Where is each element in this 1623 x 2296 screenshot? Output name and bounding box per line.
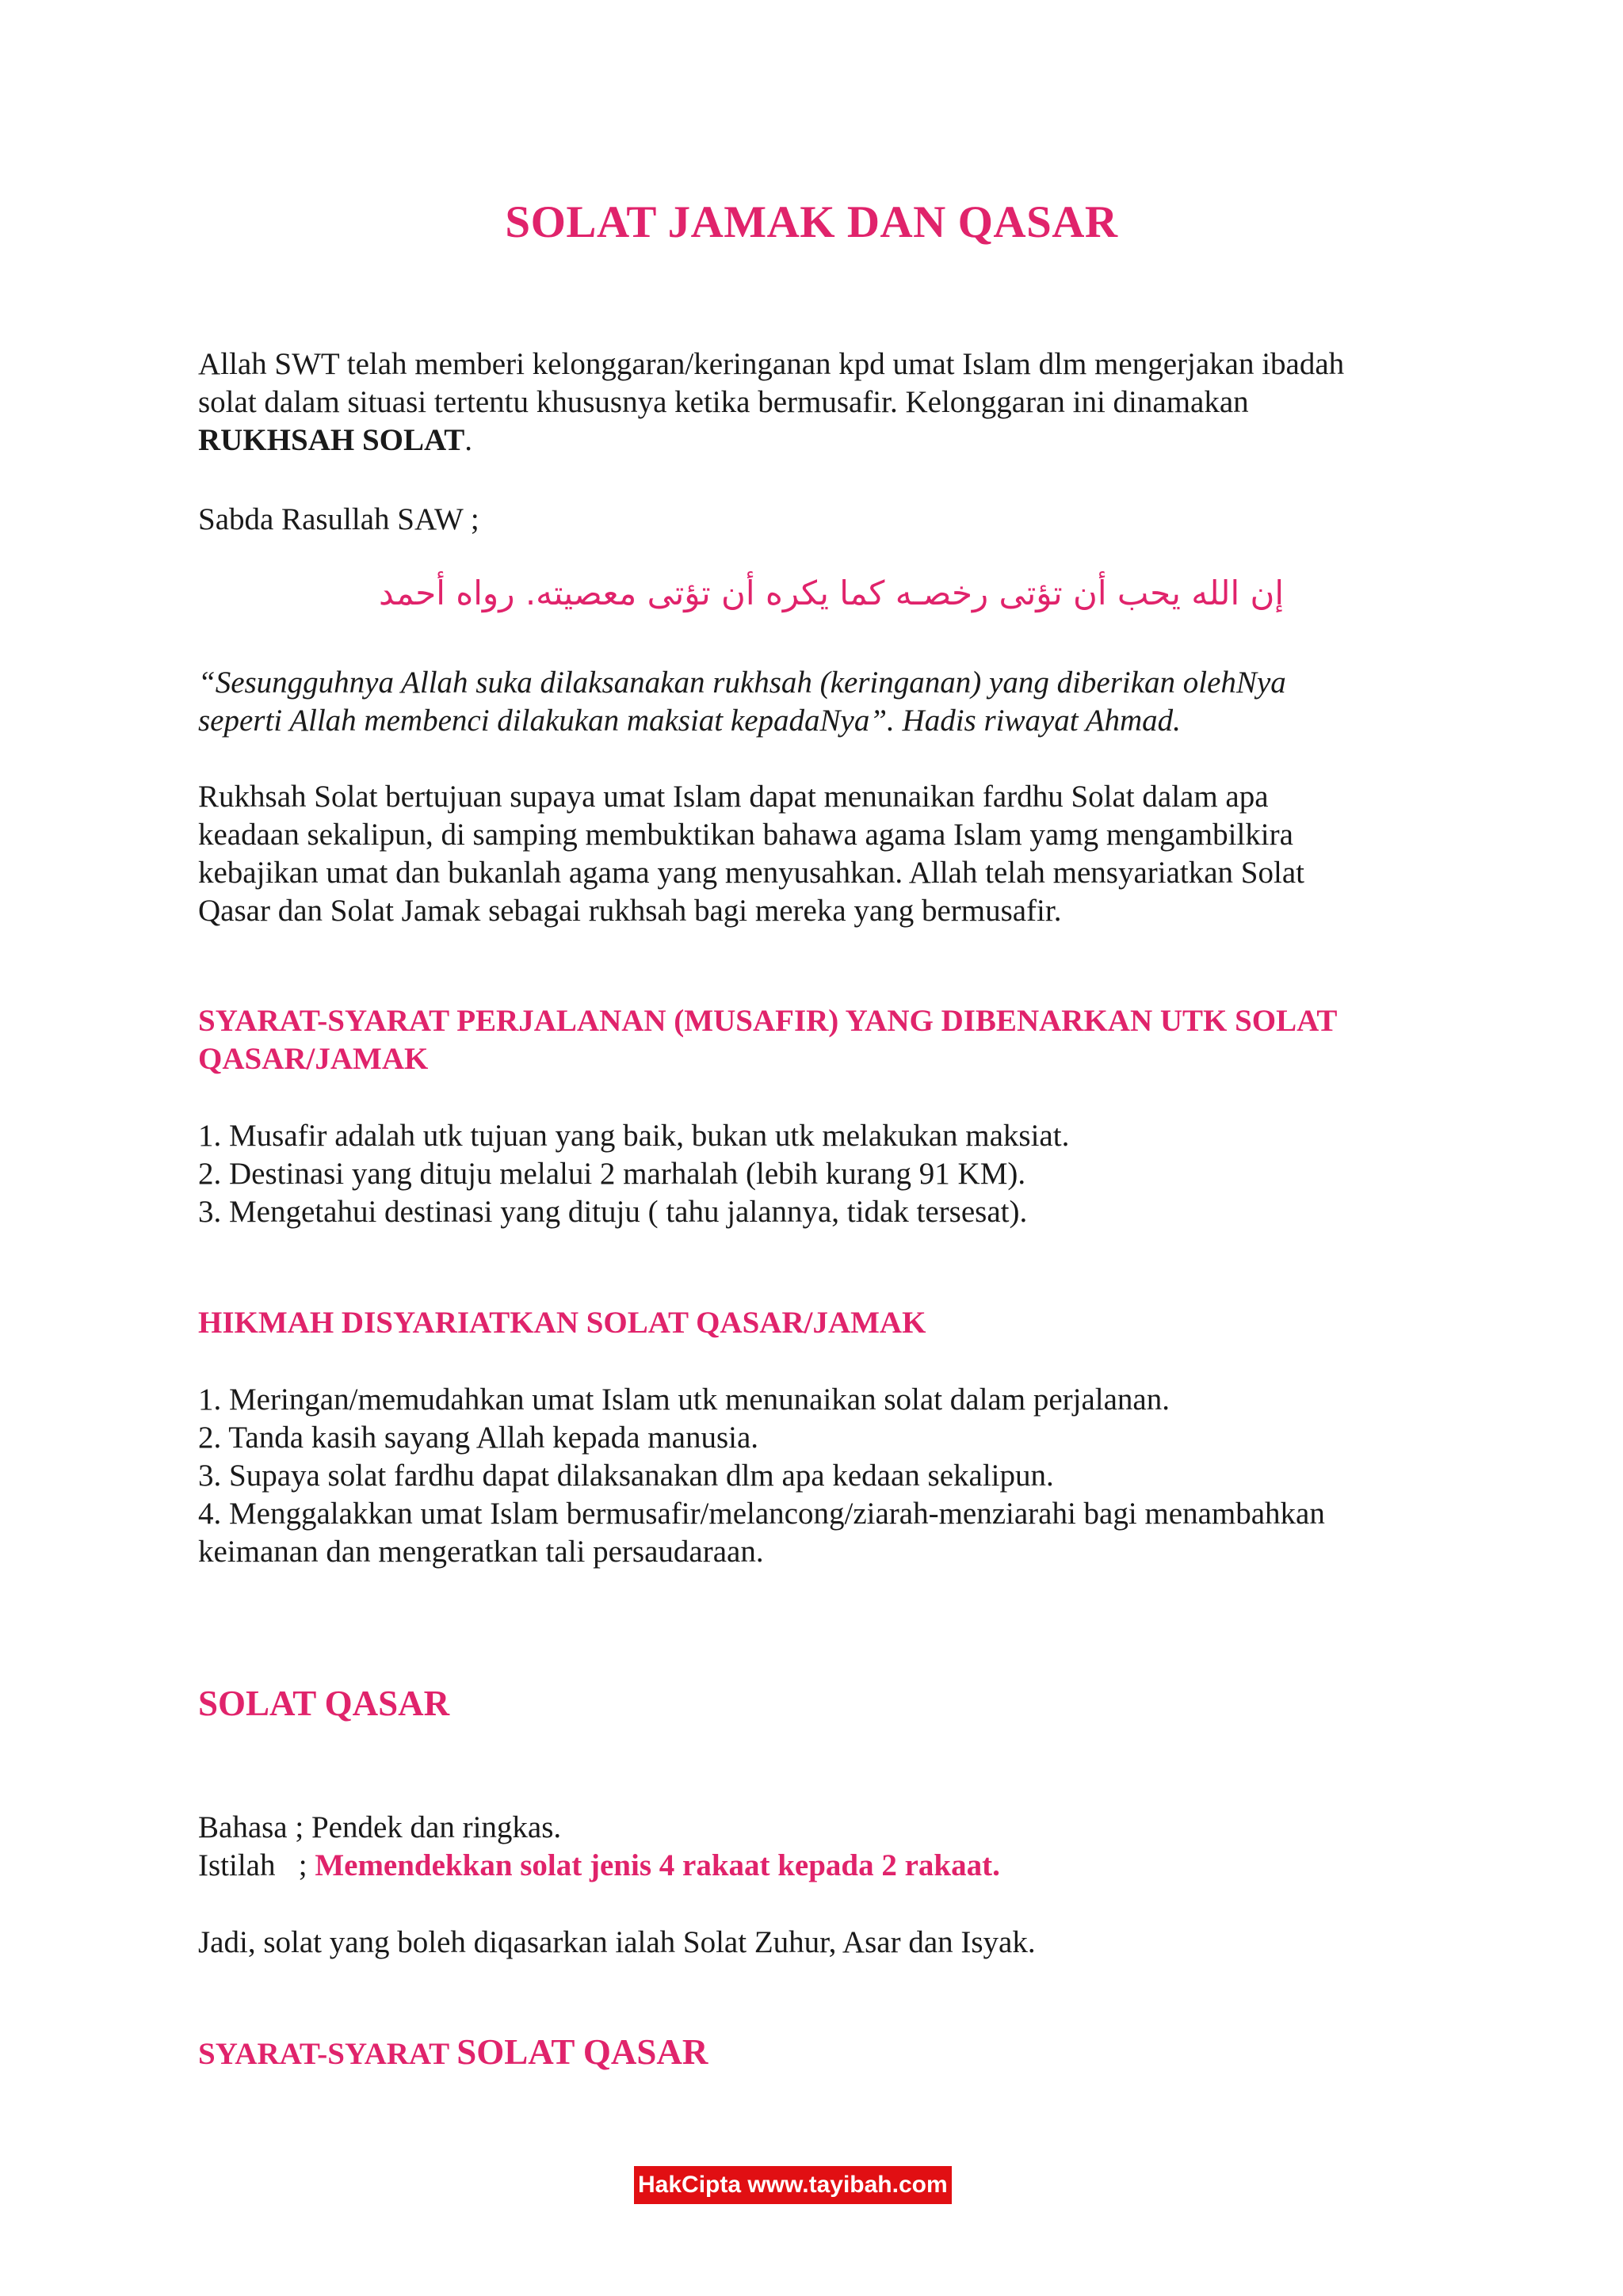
sabda-line: Sabda Rasullah SAW ; <box>198 502 479 536</box>
solat-qasar-definition <box>198 1809 1458 1885</box>
syarat-qasar-main: SOLAT QASAR <box>456 2032 708 2072</box>
translation-line-1: “Sesungguhnya Allah suka dilaksanakan rukhsah (keringanan) yang diberikan olehNya <box>198 666 1286 700</box>
hadith-translation <box>198 664 1458 740</box>
list-item: 4. Menggalakkan umat Islam bermusafir/melancong/ziarah-menziarahi bagi menambahkan <box>198 1497 1325 1531</box>
list-item: keimanan dan mengeratkan tali persaudaraan. <box>198 1535 764 1569</box>
syarat-qasar-heading <box>198 2033 1466 2073</box>
hikmah-heading: HIKMAH DISYARIATKAN SOLAT QASAR/JAMAK <box>198 1306 926 1340</box>
list-item: 3. Supaya solat fardhu dapat dilaksanakan dlm apa kedaan sekalipun. <box>198 1459 1054 1493</box>
istilah-label: Istilah ; <box>198 1848 315 1882</box>
rukhsah-paragraph <box>198 778 1458 930</box>
list-item: 1. Musafir adalah utk tujuan yang baik, bukan utk melakukan maksiat. <box>198 1119 1070 1153</box>
rukhsah-line-4: Qasar dan Solat Jamak sebagai rukhsah bagi mereka yang bermusafir. <box>198 894 1062 928</box>
intro-line-1: Allah SWT telah memberi kelonggaran/keringanan kpd umat Islam dlm mengerjakan ibadah <box>198 347 1345 381</box>
syarat-perjalanan-heading-line-2: QASAR/JAMAK <box>198 1042 429 1076</box>
translation-line-2: seperti Allah membenci dilakukan maksiat kepadaNya”. Hadis riwayat Ahmad. <box>198 704 1181 738</box>
copyright-badge: HakCipta www.tayibah.com <box>634 2166 952 2204</box>
list-item: 3. Mengetahui destinasi yang dituju ( tahu jalannya, tidak tersesat). <box>198 1195 1028 1229</box>
syarat-perjalanan-heading <box>198 1002 1466 1078</box>
rukhsah-line-3: kebajikan umat dan bukanlah agama yang menyusahkan. Allah telah mensyariatkan Solat <box>198 856 1304 890</box>
rukhsah-line-2: keadaan sekalipun, di samping membuktikan bahawa agama Islam yamg mengambilkira <box>198 818 1293 852</box>
list-item: 2. Destinasi yang dituju melalui 2 marhalah (lebih kurang 91 KM). <box>198 1157 1026 1191</box>
rukhsah-solat-term: RUKHSAH SOLAT <box>198 423 465 457</box>
syarat-perjalanan-list <box>198 1117 1458 1231</box>
syarat-perjalanan-heading-line-1: SYARAT-SYARAT PERJALANAN (MUSAFIR) YANG DIBENARKAN UTK SOLAT <box>198 1004 1338 1038</box>
istilah-value: Memendekkan solat jenis 4 rakaat kepada 2 rakaat. <box>315 1848 1000 1882</box>
solat-qasar-heading: SOLAT QASAR <box>198 1684 450 1723</box>
arabic-hadith: إن الله يحب أن تؤتى رخصـه كما يكره أن تؤتى معصيته. رواه أحمد <box>378 574 1284 612</box>
rukhsah-line-1: Rukhsah Solat bertujuan supaya umat Islam dapat menunaikan fardhu Solat dalam apa <box>198 780 1269 814</box>
solat-qasar-summary: Jadi, solat yang boleh diqasarkan ialah Solat Zuhur, Asar dan Isyak. <box>198 1925 1036 1959</box>
intro-line-3 <box>198 421 1458 460</box>
bahasa-definition: Bahasa ; Pendek dan ringkas. <box>198 1810 562 1844</box>
istilah-definition <box>198 1847 1458 1885</box>
hikmah-list <box>198 1381 1458 1571</box>
list-item: 1. Meringan/memudahkan umat Islam utk menunaikan solat dalam perjalanan. <box>198 1383 1170 1417</box>
intro-line-2: solat dalam situasi tertentu khususnya ketika bermusafir. Kelonggaran ini dinamakan <box>198 385 1249 419</box>
syarat-qasar-prefix: SYARAT-SYARAT <box>198 2037 457 2071</box>
list-item: 2. Tanda kasih sayang Allah kepada manusia. <box>198 1421 759 1455</box>
document-title: SOLAT JAMAK DAN QASAR <box>505 197 1118 247</box>
rukhsah-solat-suffix: . <box>464 423 473 457</box>
intro-paragraph <box>198 345 1458 460</box>
